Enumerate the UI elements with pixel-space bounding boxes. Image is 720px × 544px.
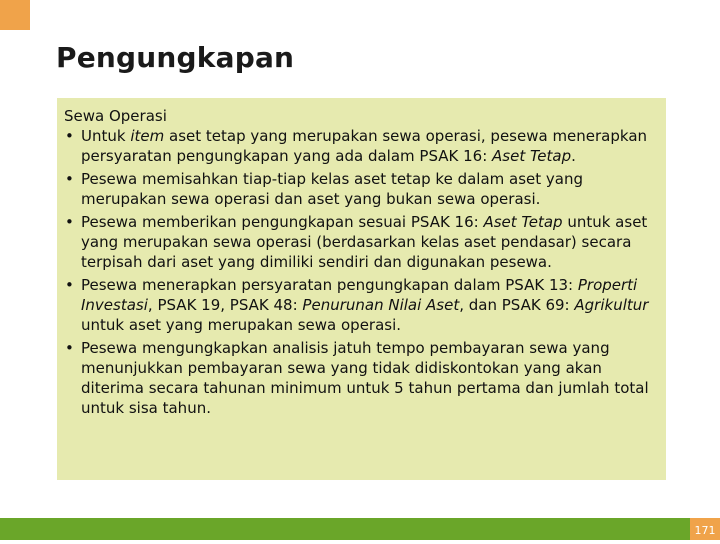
text-run-italic: Agrikultur bbox=[574, 296, 649, 314]
text-run: , PSAK 19, PSAK 48: bbox=[147, 296, 303, 314]
section-heading: Sewa Operasi bbox=[64, 107, 167, 125]
list-item-text bbox=[81, 276, 648, 334]
list-item bbox=[64, 338, 656, 418]
bullet-list bbox=[64, 126, 656, 418]
list-item-text bbox=[81, 127, 647, 165]
footer-bar bbox=[0, 518, 720, 540]
text-run: untuk aset yang merupakan sewa operasi. bbox=[81, 316, 402, 334]
text-run-italic: Penurunan Nilai Aset bbox=[302, 296, 460, 314]
text-run-italic: Aset Tetap bbox=[492, 147, 572, 165]
list-item bbox=[64, 126, 656, 166]
list-item-text bbox=[81, 339, 649, 417]
list-item bbox=[64, 212, 656, 272]
text-run: untuk aset yang merupakan sewa operasi (berdasarkan kelas aset pendasar) secara terpisah dari aset yang dimiliki sendiri dan digunakan pesewa. bbox=[81, 213, 648, 271]
text-run-italic: Aset Tetap bbox=[483, 213, 563, 231]
bullet-icon: • bbox=[65, 170, 74, 188]
bullet-icon: • bbox=[65, 127, 74, 145]
slide-title: Pengungkapan bbox=[56, 41, 295, 74]
text-run: , dan PSAK 69: bbox=[459, 296, 575, 314]
list-item-text bbox=[81, 170, 583, 208]
text-run: Pesewa menerapkan persyaratan pengungkapan dalam PSAK 13: bbox=[81, 276, 578, 294]
page-number: 171 bbox=[690, 518, 720, 540]
text-run: Pesewa memberikan pengungkapan sesuai PSAK 16: bbox=[81, 213, 484, 231]
bullet-icon: • bbox=[65, 213, 74, 231]
list-item bbox=[64, 275, 656, 335]
text-run: Untuk bbox=[81, 127, 131, 145]
content-box bbox=[57, 98, 666, 480]
text-run: Pesewa mengungkapkan analisis jatuh tempo pembayaran sewa yang menunjukkan pembayaran sewa yang tidak didiskontokan yang akan diterima secara tahunan minimum untuk 5 tahun pertama dan jumlah total untuk sisa tahun. bbox=[81, 339, 649, 417]
accent-square bbox=[0, 0, 30, 30]
text-run-italic: Properti Investasi bbox=[81, 276, 638, 314]
bullet-icon: • bbox=[65, 339, 74, 357]
text-run-italic: item bbox=[130, 127, 165, 145]
bullet-icon: • bbox=[65, 276, 74, 294]
text-run: . bbox=[571, 147, 576, 165]
list-item-text bbox=[81, 213, 647, 271]
list-item bbox=[64, 169, 656, 209]
text-run: aset tetap yang merupakan sewa operasi, pesewa menerapkan persyaratan pengungkapan yang ada dalam PSAK 16: bbox=[81, 127, 648, 165]
text-run: Pesewa memisahkan tiap-tiap kelas aset tetap ke dalam aset yang merupakan sewa operasi dan aset yang bukan sewa operasi. bbox=[81, 170, 584, 208]
